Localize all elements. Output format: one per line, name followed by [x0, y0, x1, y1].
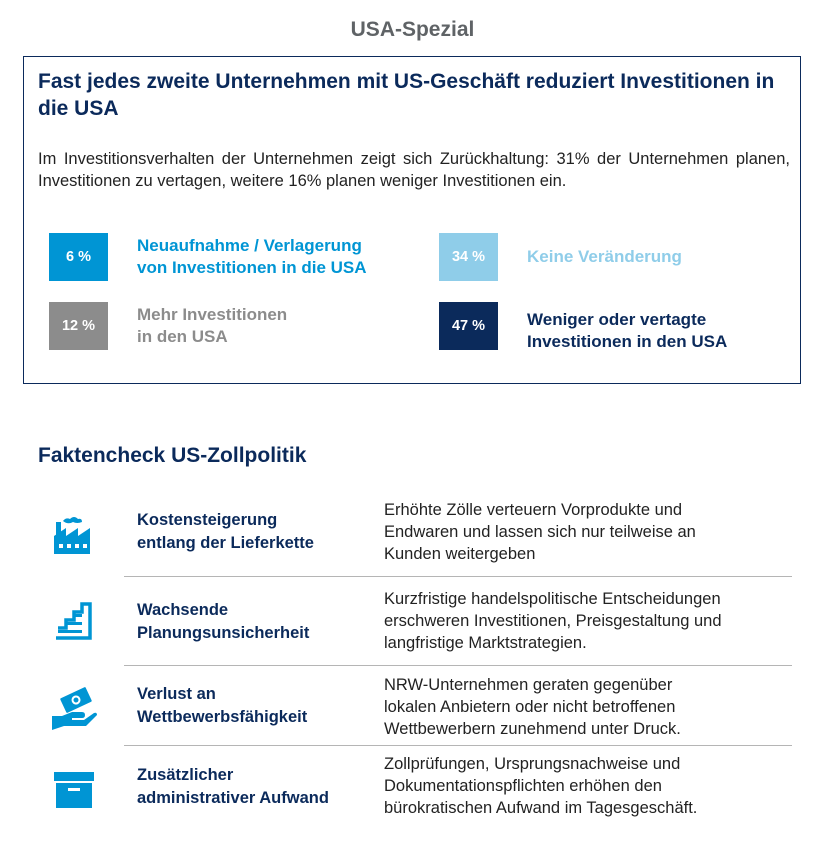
fact-title-competitiveness	[137, 683, 367, 729]
legend-label-line: Investitionen in den USA	[527, 332, 728, 351]
fact-desc-line: Zollprüfungen, Ursprungsnachweise und	[384, 755, 681, 773]
legend-label-line: Mehr Investitionen	[137, 305, 288, 324]
fact-desc-line: erschweren Investitionen, Preisgestaltung und	[384, 612, 722, 630]
legend-label-line: von Investitionen in die USA	[137, 258, 367, 277]
page-header-title: USA-Spezial	[350, 18, 475, 41]
stairs-icon	[50, 598, 98, 646]
section-title: Faktencheck US-Zollpolitik	[38, 444, 307, 467]
row-divider	[124, 745, 792, 746]
row-divider	[124, 576, 792, 577]
fact-title-line: administrativer Aufwand	[137, 789, 329, 807]
panel-intro-text: Im Investitionsverhalten der Unternehmen zeigt sich Zurückhaltung: 31% der Unternehmen planen, Investitionen zu vertagen, weitere 16% planen weniger Investitionen ein.	[38, 150, 790, 190]
legend-label-line: Weniger oder vertagte	[527, 310, 707, 329]
hand-money-icon	[50, 686, 98, 734]
fact-title-line: Wettbewerbsfähigkeit	[137, 708, 308, 726]
fact-desc-line: Dokumentationspflichten erhöhen den	[384, 777, 662, 795]
fact-title-line: Wachsende	[137, 601, 229, 619]
fact-desc-line: NRW-Unternehmen geraten gegenüber	[384, 676, 673, 694]
factory-icon	[50, 508, 98, 556]
legend-label-more	[137, 304, 287, 348]
fact-title-line: Verlust an	[137, 685, 216, 703]
row-divider	[124, 665, 792, 666]
fact-title-admin	[137, 764, 367, 810]
percent-badge-more: 12 %	[49, 302, 108, 350]
fact-title-line: entlang der Lieferkette	[137, 534, 314, 552]
fact-desc-admin	[384, 753, 794, 819]
fact-title-line: Zusätzlicher	[137, 766, 234, 784]
fact-title-line: Planungsunsicherheit	[137, 624, 310, 642]
percent-badge-unchanged: 34 %	[439, 233, 498, 281]
fact-desc-line: Kunden weitergeben	[384, 545, 536, 563]
fact-desc-line: Erhöhte Zölle verteuern Vorprodukte und	[384, 501, 683, 519]
fact-desc-cost	[384, 499, 794, 565]
fact-title-cost	[137, 509, 367, 555]
fact-desc-line: Wettbewerbern zunehmend unter Druck.	[384, 720, 681, 738]
fact-desc-line: Endwaren und lassen sich nur teilweise an	[384, 523, 696, 541]
legend-label-less	[527, 309, 727, 353]
legend-label-unchanged: Keine Veränderung	[527, 247, 682, 266]
archive-box-icon	[50, 768, 98, 816]
fact-title-planning	[137, 599, 367, 645]
fact-desc-planning	[384, 588, 794, 654]
fact-desc-line: bürokratischen Aufwand im Tagesgeschäft.	[384, 799, 698, 817]
legend-label-line: Neuaufnahme / Verlagerung	[137, 236, 362, 255]
percent-badge-new: 6 %	[49, 233, 108, 281]
fact-desc-competitiveness	[384, 674, 794, 740]
fact-desc-line: Kurzfristige handelspolitische Entscheidungen	[384, 590, 721, 608]
fact-desc-line: langfristige Marktstrategien.	[384, 634, 587, 652]
legend-label-line: in den USA	[137, 327, 228, 346]
panel-title: Fast jedes zweite Unternehmen mit US-Geschäft reduziert Investitionen in die USA	[38, 70, 775, 120]
fact-title-line: Kostensteigerung	[137, 511, 278, 529]
percent-badge-less: 47 %	[439, 302, 498, 350]
fact-desc-line: lokalen Anbietern oder nicht betroffenen	[384, 698, 676, 716]
legend-label-new	[137, 235, 367, 279]
